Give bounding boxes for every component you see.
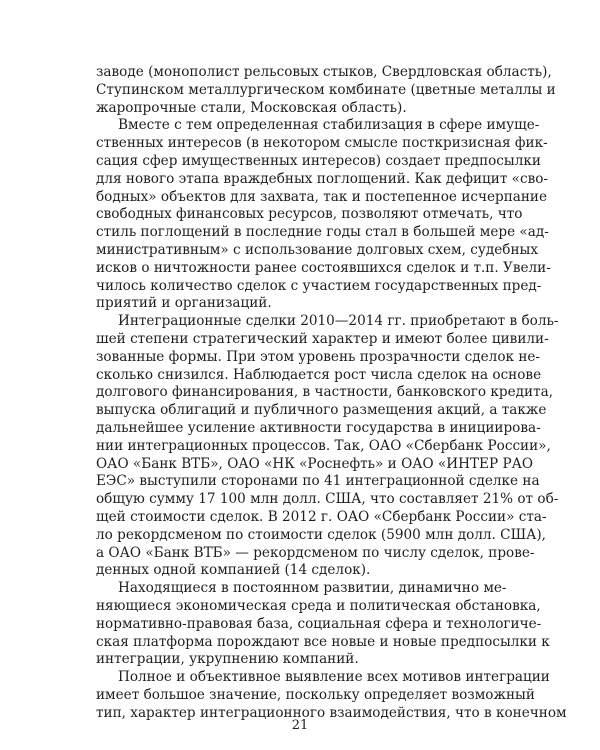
- page-number: 21: [291, 718, 309, 733]
- text-line: жаропрочные стали, Московская область).: [96, 99, 407, 116]
- text-line: сация сфер имущественных интересов) создает предпосылки: [96, 152, 541, 169]
- text-line: интеграции, укрупнению компаний.: [96, 651, 359, 668]
- text-line: шей степени стратегический характер и имеют более цивили-: [96, 330, 549, 347]
- text-line: зованные формы. При этом уровень прозрачности сделок не-: [96, 348, 541, 365]
- text-line: стиль поглощений в последние годы стал в большей мере «ад-: [96, 224, 549, 241]
- text-line: имеет большое значение, поскольку определяет возможный: [96, 686, 535, 703]
- text-line: дальнейшее усиление активности государства в инициирова-: [96, 419, 541, 436]
- text-line: Полное и объективное выявление всех мотивов интеграции: [118, 669, 550, 686]
- text-line: денных одной компанией (14 сделок).: [96, 562, 371, 579]
- paragraph: [96, 64, 556, 117]
- text-line: нормативно-правовая база, социальная сфера и технологиче-: [96, 615, 542, 632]
- text-line: нии интеграционных процессов. Так, ОАО «Сбербанк России»,: [96, 437, 551, 454]
- text-line: няющиеся экономическая среда и политическая обстановка,: [96, 597, 541, 614]
- text-line: тип, характер интеграционного взаимодействия, что в конечном: [96, 704, 567, 721]
- text-line: заводе (монополист рельсовых стыков, Свердловская область),: [96, 64, 552, 80]
- paragraph: [96, 117, 551, 313]
- text-line: ОАО «Банк ВТБ», ОАО «НК «Роснефть» и ОАО «ИНТЕР РАО: [96, 455, 534, 472]
- text-line: Ступинском металлургическом комбинате (цветные металлы и: [96, 81, 556, 98]
- text-line: Находящиеся в постоянном развитии, динамично ме-: [118, 580, 507, 597]
- text-line: а ОАО «Банк ВТБ» — рекордсменом по числу сделок, прове-: [96, 544, 535, 561]
- text-line: свободных финансовых ресурсов, позволяют отмечать, что: [96, 206, 523, 223]
- text-line: исков о ничтожности ранее состоявшихся сделок и т.п. Увели-: [96, 259, 551, 276]
- text-line: ло рекордсменом по стоимости сделок (5900 млн долл. США),: [96, 526, 547, 543]
- paragraph: [96, 669, 567, 722]
- text-line: общую сумму 17 100 млн долл. США, что составляет 21% от об-: [96, 491, 559, 508]
- text-line: ская платформа порождают все новые и новые предпосылки к: [96, 633, 550, 650]
- text-line: щей стоимости сделок. В 2012 г. ОАО «Сбербанк России» ста-: [96, 508, 547, 525]
- page-body: [96, 64, 567, 722]
- text-line: чилось количество сделок с участием государственных пред-: [96, 277, 542, 294]
- text-line: министративным» с использование долговых схем, судебных: [96, 241, 539, 258]
- text-line: Интеграционные сделки 2010—2014 гг. приобретают в боль-: [118, 313, 559, 330]
- text-line: выпуска облигаций и публичного размещения акций, а также: [96, 402, 547, 419]
- text-line: Вместе с тем определенная стабилизация в сфере имуще-: [118, 117, 540, 134]
- text-line: для нового этапа враждебных поглощений. Как дефицит «сво-: [96, 170, 549, 187]
- text-line: приятий и организаций.: [96, 295, 272, 312]
- paragraph: [96, 580, 550, 669]
- text-line: ЕЭС» выступили сторонами по 41 интеграционной сделке на: [96, 473, 540, 490]
- paragraph: [96, 313, 559, 580]
- text-line: ственных интересов (в некотором смысле посткризисная фик-: [96, 135, 548, 152]
- text-line: долгового финансирования, в частности, банковского кредита,: [96, 384, 554, 401]
- text-line: сколько снизился. Наблюдается рост числа сделок на основе: [96, 366, 542, 383]
- text-line: бодных» объектов для захвата, так и постепенное исчерпание: [96, 188, 548, 205]
